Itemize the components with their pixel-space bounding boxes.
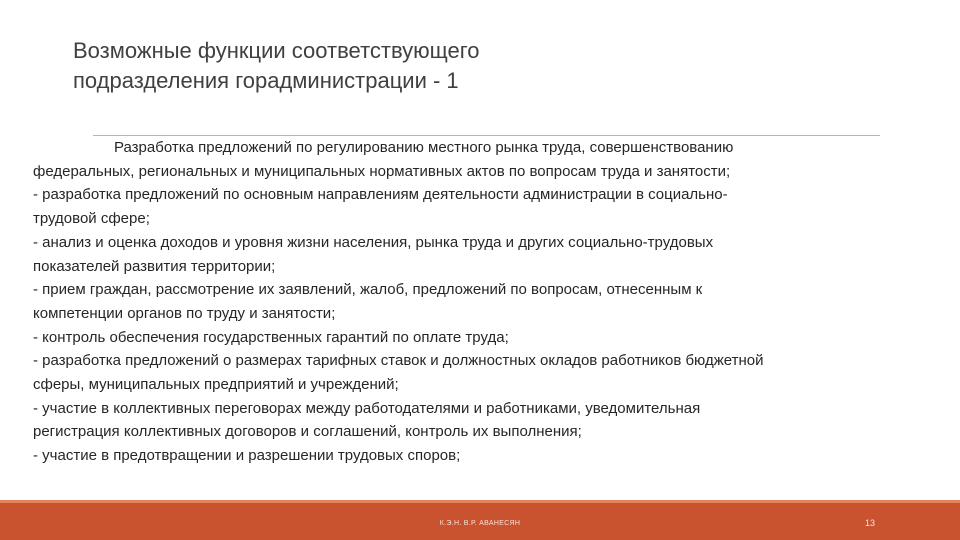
footer-author: К.Э.Н. В.Р. АВАНЕСЯН <box>439 520 521 527</box>
body-line: - разработка предложений о размерах тарифных ставок и должностных окладов работников бюджетной <box>33 352 764 370</box>
body-line: показателей развития территории; <box>33 257 276 275</box>
body-line: - контроль обеспечения государственных гарантий по оплате труда; <box>33 328 509 346</box>
slide-body <box>33 136 943 468</box>
body-line: сферы, муниципальных предприятий и учреждений; <box>33 376 399 394</box>
body-line: Разработка предложений по регулированию местного рынка труда, совершенствованию <box>114 139 734 156</box>
body-line: регистрация коллективных договоров и соглашений, контроль их выполнения; <box>33 423 582 441</box>
title-line-2: подразделения горадминистрации - 1 <box>73 68 459 93</box>
body-line: - прием граждан, рассмотрение их заявлений, жалоб, предложений по вопросам, отнесенным к <box>33 281 703 299</box>
body-line: - анализ и оценка доходов и уровня жизни населения, рынка труда и других социально-трудовых <box>33 233 714 251</box>
body-line: федеральных, региональных и муниципальных нормативных актов по вопросам труда и занятости; <box>33 162 731 180</box>
footer-bar <box>0 500 960 540</box>
body-line: трудовой сфере; <box>33 210 150 228</box>
body-line: - разработка предложений по основным направлениям деятельности администрации в социально- <box>33 186 728 204</box>
footer-accent-stripe <box>0 500 960 503</box>
body-line: - участие в предотвращении и разрешении трудовых споров; <box>33 447 461 465</box>
slide-title <box>73 36 773 96</box>
body-line: компетенции органов по труду и занятости; <box>33 304 336 322</box>
title-line-1: Возможные функции соответствующего <box>73 38 480 63</box>
page-number: 13 <box>864 518 875 528</box>
body-line: - участие в коллективных переговорах между работодателями и работниками, уведомительная <box>33 399 701 417</box>
